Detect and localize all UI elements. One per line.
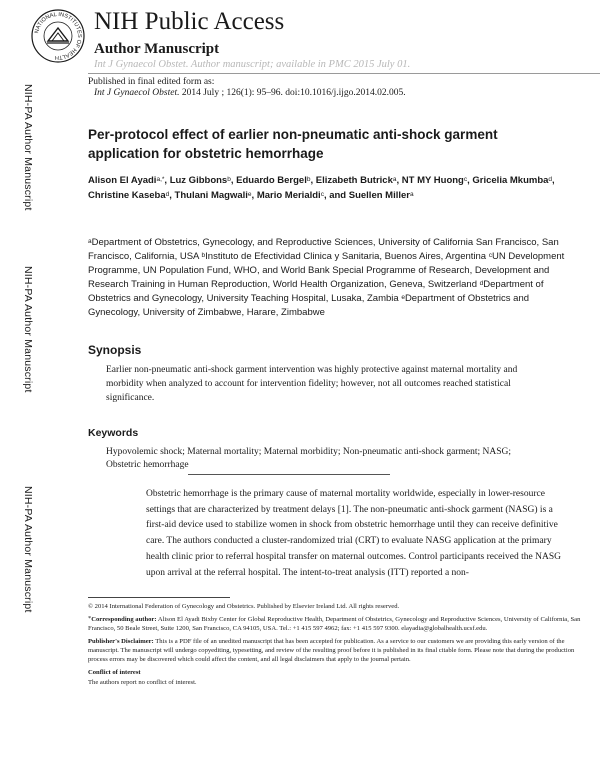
author-name: Eduardo Bergel xyxy=(236,175,307,186)
side-label-bottom: NIH-PA Author Manuscript xyxy=(22,486,34,613)
side-label-middle: NIH-PA Author Manuscript xyxy=(22,266,34,393)
synopsis-text: Earlier non-pneumatic anti-shock garment intervention was highly protective against maternal mortality and morbidity when analyzed to account for intervention fidelity; however, not all outcomes reached statistical significance. xyxy=(106,365,518,403)
author-affiliation-marker: a,* xyxy=(156,176,165,183)
footnotes xyxy=(88,602,588,691)
author-name: Christine Kaseba xyxy=(88,189,166,201)
affiliation-text: Instituto de Efectividad Clinica y Sanitaria, Buenos Aires, Argentina xyxy=(205,251,487,262)
author-name: Mario Merialdi xyxy=(256,189,321,201)
published-citation: Int J Gynaecol Obstet. 2014 July ; 126(1): 95–96. doi:10.1016/j.ijgo.2014.02.005. xyxy=(94,88,406,98)
copyright-note: © 2014 International Federation of Gynecology and Obstetrics. Published by Elsevier Ireland Ltd. All rights reserved. xyxy=(88,603,400,610)
footnote-divider xyxy=(88,597,230,598)
svg-text:NATIONAL INSTITUTES OF HEALTH: NATIONAL INSTITUTES OF HEALTH xyxy=(34,11,83,61)
nih-seal-logo xyxy=(30,8,86,64)
author-affiliation-marker: d xyxy=(548,176,553,183)
author-name: Elizabeth Butrick xyxy=(315,175,393,186)
author-name: Thulani Magwali xyxy=(174,189,248,201)
author-affiliation-marker: c xyxy=(463,176,468,183)
coi-statement: The authors report no conflict of interest. xyxy=(88,679,197,686)
article-title: Per-protocol effect of earlier non-pneumatic anti-shock garment application for obstetric hemorrhage xyxy=(88,127,498,161)
author-affiliation-marker: a xyxy=(392,176,397,183)
affiliation-text: Department of Obstetrics, Gynecology, and Reproductive Sciences, University of California San Francisco, San Francisco, California, USA xyxy=(88,237,559,262)
affiliation-marker: b xyxy=(201,252,206,259)
side-label-top: NIH-PA Author Manuscript xyxy=(22,84,34,211)
author-name: Gricelia Mkumba xyxy=(472,175,549,186)
keywords-heading: Keywords xyxy=(88,427,139,439)
author-name: Alison El Ayadi xyxy=(88,175,157,186)
corresponding-label: Corresponding author: xyxy=(91,616,157,623)
author-affiliation-marker: d xyxy=(165,190,170,198)
author-name: Suellen Miller xyxy=(348,189,410,201)
affiliation-marker: c xyxy=(488,252,492,259)
author-affiliation-marker: b xyxy=(227,176,231,183)
publisher-disclaimer xyxy=(88,637,588,664)
disclaimer-label: Publisher's Disclaimer: xyxy=(88,638,154,645)
corresponding-text: Alison El Ayadi Bixby Center for Global Reproductive Health, Department of Obstetrics, Gynecology and Reproductive Sciences, University of California, San Francisco, 50 Beale Street, Suite 1200, San Francisco, CA 94105, USA. Tel.: +1 415 597 4962; fax: +1 415 597 9300. elayadia@globalhealth.ucsf.edu. xyxy=(88,616,581,632)
author-affiliation-marker: b xyxy=(306,176,311,183)
synopsis-heading: Synopsis xyxy=(88,343,142,357)
citation-journal: Int J Gynaecol Obstet. xyxy=(94,88,180,98)
author-list: Alison El Ayadi$^{a,*}$, Luz Gibbons$^b$, Eduardo Bergel$^b$, Elizabeth Butrick$^a$, NT MY Huong$^c$, Gricelia Mkumba$^d$, Christine Kaseba$^d$, Thulani Magwali$^e$, Mario Merialdi$^c$, and Suellen Miller$^a$ xyxy=(88,175,555,201)
affiliation-text: UN Development Programme, UN Population Fund, WHO, and World Bank Special Programme of Research, Development and Research Training in Human Reproduction, World Health Organization, Geneva, Switzerland xyxy=(88,251,565,290)
author-affiliation-marker: e xyxy=(247,190,252,198)
author-name: Luz Gibbons xyxy=(169,175,228,186)
affiliation-marker: a xyxy=(88,238,92,245)
header-divider xyxy=(88,73,600,74)
section-divider xyxy=(188,474,390,475)
coi-label: Conflict of interest xyxy=(88,669,141,676)
header-title: NIH Public Access xyxy=(94,8,285,35)
affiliations xyxy=(88,236,572,320)
disclaimer-text: This is a PDF file of an unedited manuscript that has been accepted for publication. As a service to our customers we are providing this early version of the manuscript. The manuscript will undergo copyediting, typesetting, and review of the resulting proof before it is published in its final citable form. Please note that during the production process errors may be discovered which could affect the content, and all legal disclaimers that apply to the journal pertain. xyxy=(88,638,575,663)
affiliation-text: Department of Obstetrics and Gynecology, University Teaching Hospital, Lusaka, Zambia xyxy=(88,279,544,304)
affiliation-marker: e xyxy=(401,294,405,301)
author-name: NT MY Huong xyxy=(401,175,464,186)
conflict-of-interest xyxy=(88,668,588,677)
header-journal-line: Int J Gynaecol Obstet. Author manuscript; available in PMC 2015 July 01. xyxy=(94,59,411,70)
author-affiliation-marker: a xyxy=(410,190,414,198)
affiliation-marker: d xyxy=(479,280,484,287)
author-affiliation-marker: c xyxy=(320,190,324,198)
body-paragraph: Obstetric hemorrhage is the primary cause of maternal mortality worldwide, especially in lower-resource settings that are characterized by treatment delays [1]. The non-pneumatic anti-shock garment (NASG) is a first-aid device used to stabilize women in shock from obstetric hemorrhage until they can receive definitive care. The authors conducted a cluster-randomized trial (CRT) to evaluate NASG application at the primary health clinic prior to referral hospital transfer on maternal outcomes. Control participants received the NASG upon arrival at the referral hospital. The intent-to-treat analysis (ITT) reported a non- xyxy=(146,489,561,578)
header-subtitle: Author Manuscript xyxy=(94,41,220,57)
keywords-text: Hypovolemic shock; Maternal mortality; Maternal morbidity; Non-pneumatic anti-shock garment; NASG; Obstetric hemorrhage xyxy=(106,447,511,470)
published-label: Published in final edited form as: xyxy=(88,77,215,87)
affiliation-text: Department of Obstetrics and Gynecology, University of Zimbabwe, Harare, Zimbabwe xyxy=(88,293,530,318)
corresponding-author-note: *Corresponding author: Alison El Ayadi Bixby Center for Global Reproductive Health, Department of Obstetrics, Gynecology and Reproductive Sciences, University of California, San Francisco, 50 Beale Street, Suite 1200, San Francisco, CA 94105, USA. Tel.: +1 415 597 4962; fax: +1 415 597 9300. elayadia@globalhealth.ucsf.edu. xyxy=(88,615,581,632)
